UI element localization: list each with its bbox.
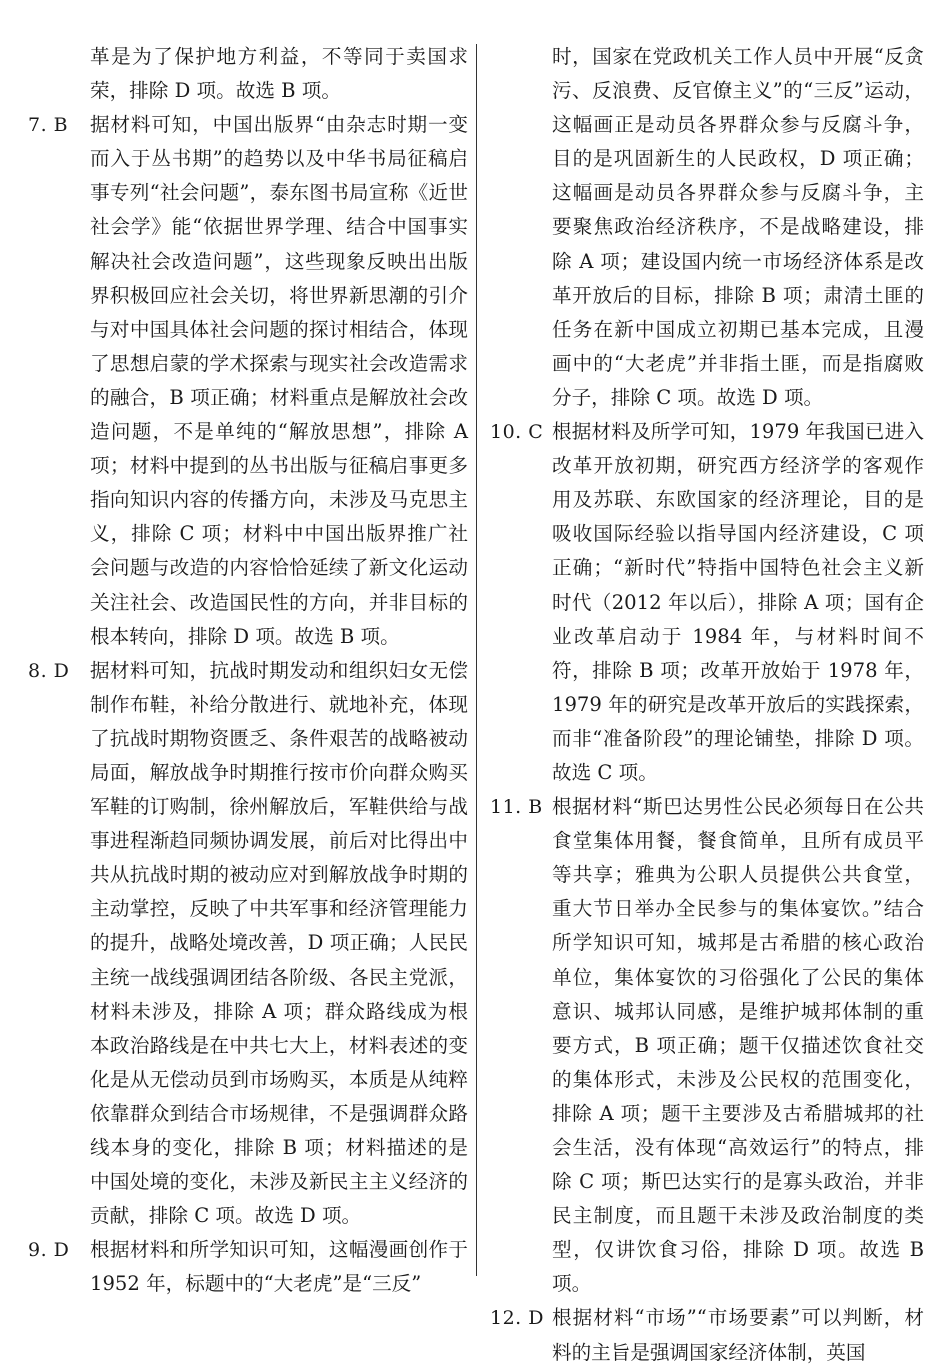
answer-explanation: 据材料可知，抗战时期发动和组织妇女无偿制作布鞋，补给分散进行、就地补充，体现了抗战时期物资匮乏、条件艰苦的战略被动局面，解放战争时期推行按市价向群众购买军鞋的订购制，徐州解放后，军鞋供给与战事进程渐趋同频协调发展，前后对比得出中共从抗战时期的被动应对到解放战争时期的主动掌控，反映了中共军事和经济管理能力的提升，战略处境改善，D 项正确；人民民主统一战线强调团结各阶级、各民主党派，材料未涉及，排除 A 项；群众路线成为根本政治路线是在中共七大上，材料表述的变化是从无偿动员到市场购买，本质是从纯粹依靠群众到结合市场规律，不是强调群众路线本身的变化，排除 B 项；材料描述的是中国处境的变化，未涉及新民主主义经济的贡献，排除 C 项。故选 D 项。 bbox=[90, 658, 468, 1228]
left-column bbox=[28, 40, 468, 1301]
answer-explanation: 时，国家在党政机关工作人员中开展“反贪污、反浪费、反官僚主义”的“三反”运动，这幅画正是动员各界群众参与反腐斗争，目的是巩固新生的人民政权，D 项正确；这幅画是动员各界群众参与反腐斗争，主要聚焦政治经济秩序，不是战略建设，排除 A 项；建设国内统一市场经济体系是改革开放后的目标，排除 B 项；肃清土匪的任务在新中国成立初期已基本完成，且漫画中的“大老虎”并非指土匪，而是指腐败分子，排除 C 项。故选 D 项。 bbox=[552, 45, 924, 409]
answer-10 bbox=[490, 415, 924, 790]
column-divider bbox=[476, 44, 477, 1276]
answer-12 bbox=[490, 1301, 924, 1369]
answer-number: 11. B bbox=[490, 796, 543, 819]
right-column bbox=[490, 40, 924, 1370]
answer-11 bbox=[490, 790, 924, 1301]
answer-number: 12. D bbox=[490, 1307, 544, 1330]
answer-number: 7. B bbox=[28, 114, 69, 137]
answer-explanation: 根据材料及所学可知，1979 年我国已进入改革开放初期，研究西方经济学的客观作用及苏联、东欧国家的经济理论，目的是吸收国际经验以指导国内经济建设，C 项正确；“新时代”特指中国特色社会主义新时代（2012 年以后），排除 A 项；国有企业改革启动于 1984 年，与材料时间不符，排除 B 项；改革开放始于 1978 年，1979 年的研究是改革开放后的实践探索，而非“准备阶段”的理论铺垫，排除 D 项。故选 C 项。 bbox=[552, 420, 924, 784]
answer-continued-9 bbox=[490, 40, 924, 415]
answer-explanation: 据材料可知，中国出版界“由杂志时期一变而入于丛书期”的趋势以及中华书局征稿启事专列“社会问题”，泰东图书局宣称《近世社会学》能“依据世界学理、结合中国事实解决社会改造问题”，这些现象反映出出版界积极回应社会关切，将世界新思潮的引介与对中国具体社会问题的探讨相结合，体现了思想启蒙的学术探索与现实社会改造需求的融合，B 项正确；材料重点是解放社会改造问题，不是单纯的“解放思想”，排除 A 项；材料中提到的丛书出版与征稿启事更多指向知识内容的传播方向，未涉及马克思主义，排除 C 项；材料中中国出版界推广社会问题与改造的内容恰恰延续了新文化运动关注社会、改造国民性的方向，并非目标的根本转向，排除 D 项。故选 B 项。 bbox=[90, 113, 468, 648]
answer-continued-6 bbox=[28, 40, 468, 108]
answer-8 bbox=[28, 654, 468, 1234]
answer-7 bbox=[28, 108, 468, 654]
answer-explanation: 根据材料“斯巴达男性公民必须每日在公共食堂集体用餐，餐食简单，且所有成员平等共享；雅典为公职人员提供公共食堂，重大节日举办全民参与的集体宴饮。”结合所学知识可知，城邦是古希腊的核心政治单位，集体宴饮的习俗强化了公民的集体意识、城邦认同感，是维护城邦体制的重要方式，B 项正确；题干仅描述饮食社交的集体形式，未涉及公民权的范围变化，排除 A 项；题干主要涉及古希腊城邦的社会生活，没有体现“高效运行”的特点，排除 C 项；斯巴达实行的是寡头政治，并非民主制度，而且题干未涉及政治制度的类型，仅讲饮食习俗，排除 D 项。故选 B 项。 bbox=[552, 795, 924, 1296]
answer-explanation: 根据材料和所学知识可知，这幅漫画创作于 1952 年，标题中的“大老虎”是“三反” bbox=[90, 1238, 468, 1296]
answer-number: 10. C bbox=[490, 421, 544, 444]
answer-number: 9. D bbox=[28, 1239, 70, 1262]
answer-number: 8. D bbox=[28, 659, 70, 682]
answer-explanation: 革是为了保护地方利益，不等同于卖国求荣，排除 D 项。故选 B 项。 bbox=[90, 45, 468, 103]
answer-explanation: 根据材料“市场”“市场要素”可以判断，材料的主旨是强调国家经济体制，英国 bbox=[552, 1306, 924, 1364]
answer-9 bbox=[28, 1233, 468, 1301]
